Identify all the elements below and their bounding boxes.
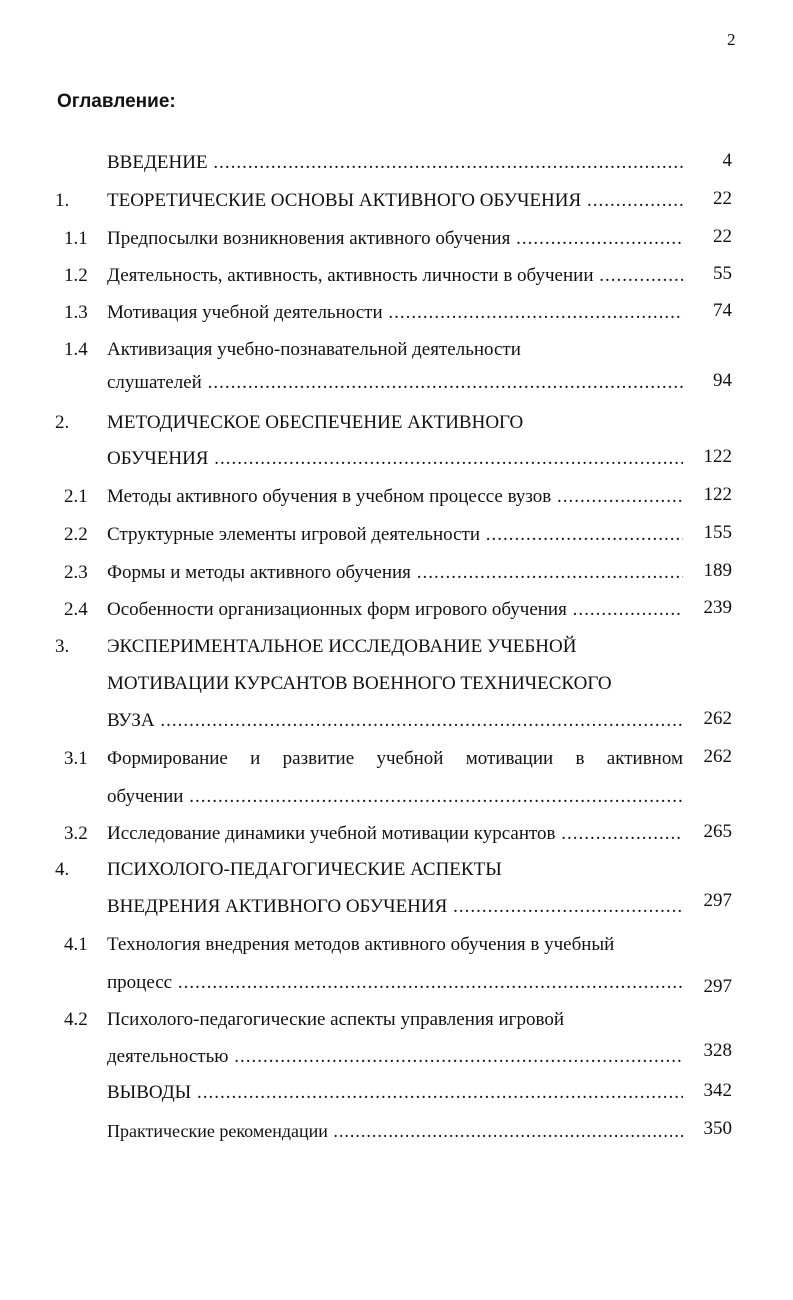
toc-entry-number: 1.4 [64, 339, 88, 360]
toc-entry-number: 4. [55, 859, 70, 880]
toc-entry-page: 297 [703, 890, 732, 911]
toc-entry-page: 74 [713, 300, 732, 321]
toc-entry-title: Технология внедрения методов активного обучения в учебный [107, 934, 615, 955]
toc-entry-number: 1.3 [64, 302, 88, 323]
toc-entry-title-continued: слушателей ..... [107, 370, 683, 396]
toc-entry-page: 350 [703, 1118, 732, 1139]
toc-entry-title: Формы и методы активного обучения ..... [107, 560, 683, 586]
toc-entry-title: Предпосылки возникновения активного обучения ..... [107, 226, 683, 252]
toc-entry-title: ТЕОРЕТИЧЕСКИЕ ОСНОВЫ АКТИВНОГО ОБУЧЕНИЯ ..... [107, 188, 683, 214]
toc-entry-page: 328 [703, 1040, 732, 1061]
toc-entry-title: ПСИХОЛОГО-ПЕДАГОГИЧЕСКИЕ АСПЕКТЫ [107, 859, 502, 880]
toc-entry-number: 2. [55, 412, 70, 433]
toc-entry-page: 342 [703, 1080, 732, 1101]
toc-entry-title: Психолого-педагогические аспекты управления игровой [107, 1009, 564, 1030]
toc-entry-title: Практические рекомендации ..... [107, 1118, 683, 1144]
toc-entry-page: 55 [713, 263, 732, 284]
toc-entry-title: Исследование динамики учебной мотивации курсантов ..... [107, 821, 683, 847]
toc-entry-title-continued: ВНЕДРЕНИЯ АКТИВНОГО ОБУЧЕНИЯ ..... [107, 894, 683, 920]
page-number: 2 [727, 30, 736, 49]
toc-entry-page: 262 [703, 708, 732, 729]
toc-entry-page: 22 [713, 188, 732, 209]
toc-entry-number: 1.2 [64, 265, 88, 286]
toc-entry-number: 1. [55, 190, 70, 211]
toc-entry-title: Мотивация учебной деятельности ..... [107, 300, 683, 326]
toc-entry-page: 94 [713, 370, 732, 391]
toc-entry-title: Структурные элементы игровой деятельности ..... [107, 522, 683, 548]
toc-entry-page: 265 [703, 821, 732, 842]
toc-entry-title-continued: обучении ..... [107, 784, 683, 810]
toc-entry-number: 2.3 [64, 562, 88, 583]
toc-entry-title-continued: МОТИВАЦИИ КУРСАНТОВ ВОЕННОГО ТЕХНИЧЕСКОГО [107, 673, 612, 694]
toc-entry-page: 239 [703, 597, 732, 618]
toc-entry-page: 122 [703, 484, 732, 505]
toc-entry-title: МЕТОДИЧЕСКОЕ ОБЕСПЕЧЕНИЕ АКТИВНОГО [107, 412, 524, 433]
toc-entry-title-continued: ВУЗА ..... [107, 708, 683, 734]
toc-entry-page: 262 [703, 746, 732, 767]
toc-entry-title: Формирование и развитие учебной мотивации в активном [107, 748, 683, 769]
toc-title: Оглавление: [57, 91, 176, 112]
toc-entry-title: ВЫВОДЫ ..... [107, 1080, 683, 1106]
toc-entry-number: 2.1 [64, 486, 88, 507]
toc-entry-page: 189 [703, 560, 732, 581]
toc-entry-page: 122 [703, 446, 732, 467]
toc-entry-title: Особенности организационных форм игрового обучения ..... [107, 597, 683, 623]
toc-entry-page: 22 [713, 226, 732, 247]
toc-entry-number: 4.1 [64, 934, 88, 955]
toc-entry-title: ЭКСПЕРИМЕНТАЛЬНОЕ ИССЛЕДОВАНИЕ УЧЕБНОЙ [107, 636, 577, 657]
toc-entry-title-continued: ОБУЧЕНИЯ ..... [107, 446, 683, 472]
toc-entry-page: 297 [703, 976, 732, 997]
toc-entry-title: Активизация учебно-познавательной деятельности [107, 339, 521, 360]
toc-entry-title: Методы активного обучения в учебном процессе вузов ..... [107, 484, 683, 510]
toc-entry-number: 3.2 [64, 823, 88, 844]
toc-entry-title-continued: процесс ..... [107, 970, 683, 996]
toc-entry-page: 155 [703, 522, 732, 543]
toc-entry-number: 3.1 [64, 748, 88, 769]
toc-entry-number: 2.2 [64, 524, 88, 545]
toc-entry-title: Деятельность, активность, активность личности в обучении ..... [107, 263, 683, 289]
toc-entry-number: 2.4 [64, 599, 88, 620]
toc-entry-number: 1.1 [64, 228, 88, 249]
toc-entry-number: 3. [55, 636, 70, 657]
toc-entry-page: 4 [722, 150, 732, 171]
toc-entry-number: 4.2 [64, 1009, 88, 1030]
toc-entry-title: ВВЕДЕНИЕ ..... [107, 150, 683, 176]
toc-entry-title-continued: деятельностью ..... [107, 1044, 683, 1070]
